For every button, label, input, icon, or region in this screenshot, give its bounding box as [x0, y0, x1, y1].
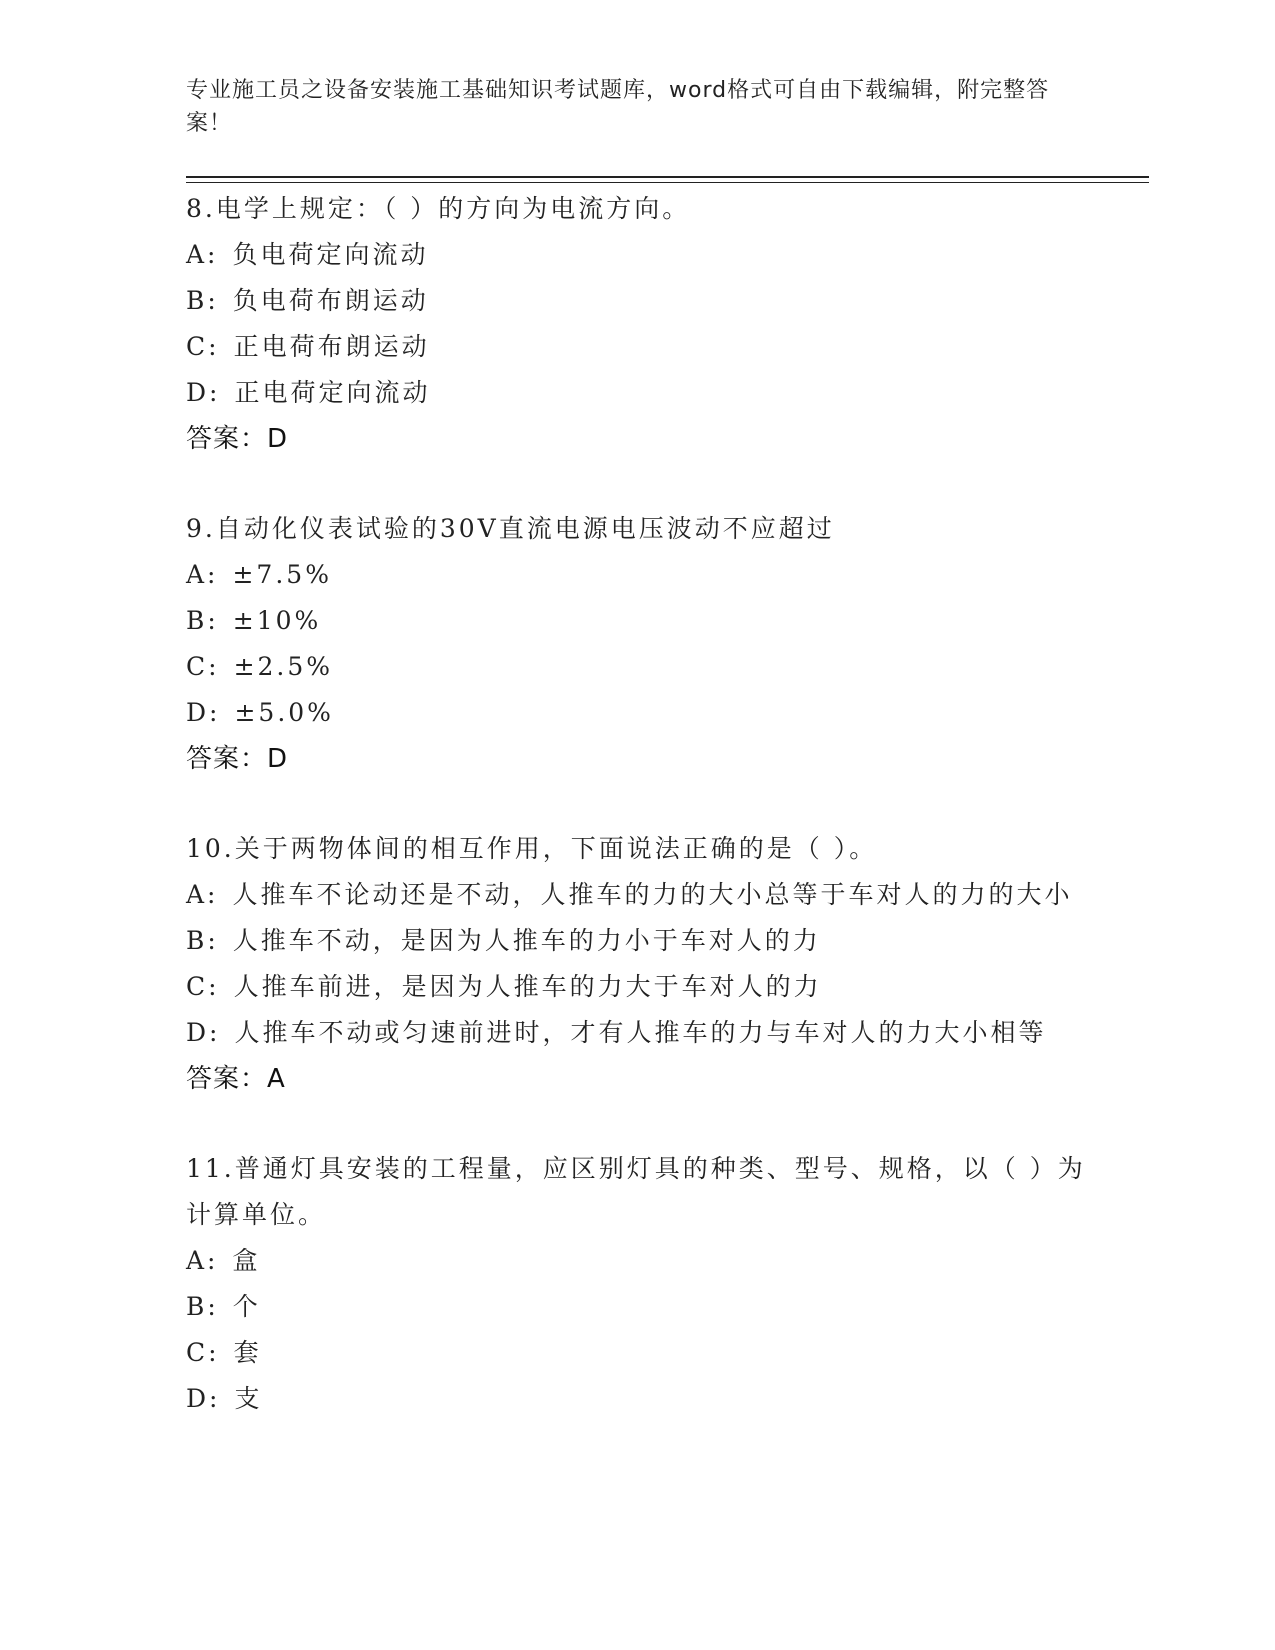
option-label: D:	[186, 1384, 221, 1413]
option-text: ±5.0%	[234, 698, 334, 727]
option-label: B:	[186, 926, 219, 955]
option-c	[186, 1330, 1086, 1376]
question-stem: 9.自动化仪表试验的30V直流电源电压波动不应超过	[186, 514, 835, 543]
option-text: ±10%	[232, 606, 322, 635]
option-d	[186, 690, 1086, 736]
option-text: 盒	[232, 1246, 261, 1275]
option-label: A:	[186, 880, 219, 909]
option-b	[186, 918, 1086, 964]
answer-text: 答案：A	[186, 1064, 286, 1094]
option-text: 个	[232, 1292, 261, 1321]
option-label: A:	[186, 1246, 219, 1275]
option-a	[186, 872, 1086, 918]
option-label: C:	[186, 1338, 220, 1367]
header-rule-thin	[186, 182, 1149, 183]
option-b	[186, 598, 1086, 644]
answer-text: 答案：D	[186, 744, 289, 774]
option-b	[186, 1284, 1086, 1330]
question-list	[186, 186, 1086, 1422]
option-a	[186, 232, 1086, 278]
document-header	[186, 74, 1066, 140]
option-text: 人推车不动或匀速前进时，才有人推车的力与车对人的力大小相等	[234, 1018, 1047, 1047]
header-text: 专业施工员之设备安装施工基础知识考试题库，word格式可自由下载编辑，附完整答案！	[186, 78, 1050, 136]
option-label: B:	[186, 606, 219, 635]
header-rule-thick	[186, 176, 1149, 178]
option-label: A:	[186, 240, 219, 269]
option-d	[186, 370, 1086, 416]
option-label: D:	[186, 378, 221, 407]
question-10	[186, 826, 1086, 1102]
option-d	[186, 1376, 1086, 1422]
option-label: C:	[186, 652, 220, 681]
option-text: 人推车前进，是因为人推车的力大于车对人的力	[233, 972, 822, 1001]
option-d	[186, 1010, 1086, 1056]
option-text: 负电荷布朗运动	[232, 286, 429, 315]
question-8	[186, 186, 1086, 462]
option-text: 套	[233, 1338, 262, 1367]
question-9	[186, 506, 1086, 782]
option-text: ±2.5%	[233, 652, 334, 681]
answer-text: 答案：D	[186, 424, 289, 454]
option-text: 支	[234, 1384, 263, 1413]
option-label: D:	[186, 698, 221, 727]
question-stem: 11.普通灯具安装的工程量，应区别灯具的种类、型号、规格，以（ ）为计算单位。	[186, 1154, 1086, 1229]
option-text: ±7.5%	[232, 560, 332, 589]
option-c	[186, 644, 1086, 690]
option-label: A:	[186, 560, 219, 589]
option-c	[186, 324, 1086, 370]
option-label: C:	[186, 972, 220, 1001]
option-c	[186, 964, 1086, 1010]
option-label: C:	[186, 332, 220, 361]
question-stem: 8.电学上规定：（ ）的方向为电流方向。	[186, 194, 691, 223]
option-label: D:	[186, 1018, 221, 1047]
question-11	[186, 1146, 1086, 1422]
option-label: B:	[186, 286, 219, 315]
option-a	[186, 552, 1086, 598]
option-text: 人推车不动，是因为人推车的力小于车对人的力	[232, 926, 821, 955]
option-text: 负电荷定向流动	[232, 240, 429, 269]
option-text: 人推车不论动还是不动，人推车的力的大小总等于车对人的力的大小	[232, 880, 1073, 909]
option-a	[186, 1238, 1086, 1284]
option-text: 正电荷布朗运动	[233, 332, 430, 361]
question-stem: 10.关于两物体间的相互作用，下面说法正确的是（ ）。	[186, 834, 878, 863]
option-label: B:	[186, 1292, 219, 1321]
option-text: 正电荷定向流动	[234, 378, 431, 407]
option-b	[186, 278, 1086, 324]
